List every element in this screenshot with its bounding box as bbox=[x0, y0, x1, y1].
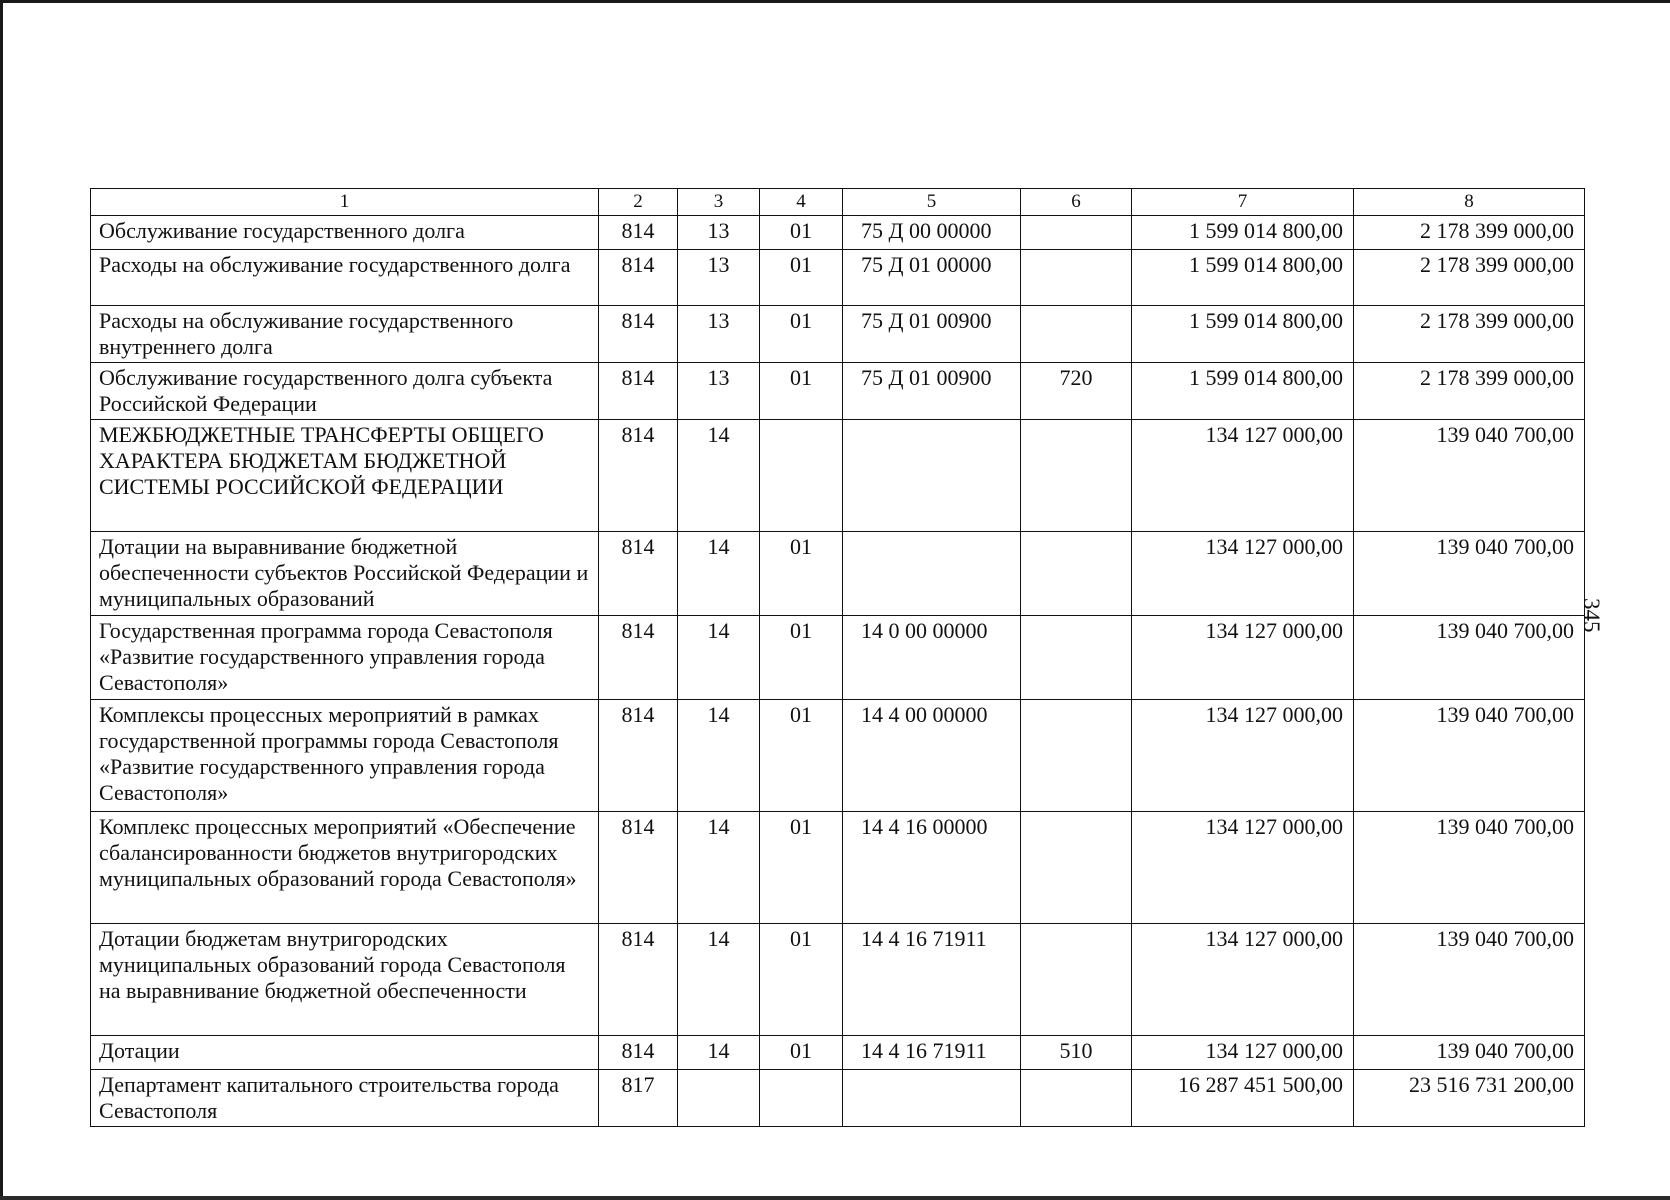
row-name: Обслуживание государственного долга bbox=[91, 216, 599, 250]
cell-type bbox=[1021, 532, 1132, 616]
cell-amount-1: 134 127 000,00 bbox=[1132, 700, 1354, 812]
cell-amount-2: 2 178 399 000,00 bbox=[1354, 306, 1585, 363]
cell-target: 75 Д 01 00000 bbox=[843, 250, 1021, 306]
page-number: 345 bbox=[1579, 598, 1604, 633]
cell-section: 14 bbox=[678, 700, 760, 812]
cell-subsection: 01 bbox=[760, 306, 843, 363]
cell-type bbox=[1021, 1070, 1132, 1127]
cell-subsection: 01 bbox=[760, 812, 843, 924]
scan-edge-top bbox=[0, 0, 1670, 3]
cell-amount-1: 1 599 014 800,00 bbox=[1132, 363, 1354, 420]
cell-subsection: 01 bbox=[760, 700, 843, 812]
cell-amount-2: 2 178 399 000,00 bbox=[1354, 363, 1585, 420]
cell-code: 814 bbox=[599, 420, 678, 532]
row-name: Дотации на выравнивание бюджетной обеспеченности субъектов Российской Федерации и муниципальных образований bbox=[91, 532, 599, 616]
table-row bbox=[91, 216, 1585, 250]
row-name: Дотации bbox=[91, 1036, 599, 1070]
cell-target: 14 4 16 71911 bbox=[843, 924, 1021, 1036]
cell-code: 814 bbox=[599, 924, 678, 1036]
cell-type bbox=[1021, 216, 1132, 250]
table-row bbox=[91, 306, 1585, 363]
cell-code: 814 bbox=[599, 306, 678, 363]
table-row bbox=[91, 812, 1585, 924]
cell-section: 14 bbox=[678, 1036, 760, 1070]
cell-amount-2: 139 040 700,00 bbox=[1354, 924, 1585, 1036]
cell-amount-2: 2 178 399 000,00 bbox=[1354, 216, 1585, 250]
cell-type bbox=[1021, 700, 1132, 812]
cell-type: 720 bbox=[1021, 363, 1132, 420]
cell-target bbox=[843, 420, 1021, 532]
table-row bbox=[91, 700, 1585, 812]
cell-code: 814 bbox=[599, 1036, 678, 1070]
column-header: 7 bbox=[1132, 189, 1354, 216]
cell-amount-1: 134 127 000,00 bbox=[1132, 812, 1354, 924]
cell-amount-2: 139 040 700,00 bbox=[1354, 700, 1585, 812]
cell-amount-1: 1 599 014 800,00 bbox=[1132, 250, 1354, 306]
cell-subsection: 01 bbox=[760, 924, 843, 1036]
cell-section: 14 bbox=[678, 420, 760, 532]
cell-amount-2: 2 178 399 000,00 bbox=[1354, 250, 1585, 306]
cell-section: 13 bbox=[678, 216, 760, 250]
row-name: Расходы на обслуживание государственного внутреннего долга bbox=[91, 306, 599, 363]
cell-section: 14 bbox=[678, 924, 760, 1036]
cell-amount-1: 134 127 000,00 bbox=[1132, 924, 1354, 1036]
cell-target: 75 Д 01 00900 bbox=[843, 306, 1021, 363]
cell-amount-1: 16 287 451 500,00 bbox=[1132, 1070, 1354, 1127]
column-header: 3 bbox=[678, 189, 760, 216]
cell-target bbox=[843, 532, 1021, 616]
cell-target: 14 4 00 00000 bbox=[843, 700, 1021, 812]
cell-amount-2: 139 040 700,00 bbox=[1354, 812, 1585, 924]
table-row bbox=[91, 250, 1585, 306]
cell-type bbox=[1021, 420, 1132, 532]
column-header: 1 bbox=[91, 189, 599, 216]
column-header: 2 bbox=[599, 189, 678, 216]
table-row bbox=[91, 1070, 1585, 1127]
column-header: 4 bbox=[760, 189, 843, 216]
cell-amount-2: 23 516 731 200,00 bbox=[1354, 1070, 1585, 1127]
cell-section: 13 bbox=[678, 363, 760, 420]
table-row bbox=[91, 363, 1585, 420]
column-header: 5 bbox=[843, 189, 1021, 216]
column-header: 8 bbox=[1354, 189, 1585, 216]
cell-type bbox=[1021, 812, 1132, 924]
table-header-row bbox=[91, 189, 1585, 216]
cell-code: 814 bbox=[599, 216, 678, 250]
cell-code: 817 bbox=[599, 1070, 678, 1127]
column-header: 6 bbox=[1021, 189, 1132, 216]
cell-code: 814 bbox=[599, 363, 678, 420]
cell-section: 13 bbox=[678, 306, 760, 363]
table-row bbox=[91, 532, 1585, 616]
row-name: Дотации бюджетам внутригородских муниципальных образований города Севастополя на выравнивание бюджетной обеспеченности bbox=[91, 924, 599, 1036]
cell-subsection: 01 bbox=[760, 616, 843, 700]
budget-table bbox=[90, 188, 1585, 1127]
cell-subsection: 01 bbox=[760, 250, 843, 306]
cell-amount-1: 134 127 000,00 bbox=[1132, 420, 1354, 532]
table-row bbox=[91, 1036, 1585, 1070]
table-row bbox=[91, 924, 1585, 1036]
scan-edge-left bbox=[0, 0, 3, 1200]
cell-code: 814 bbox=[599, 532, 678, 616]
cell-section: 14 bbox=[678, 812, 760, 924]
cell-amount-2: 139 040 700,00 bbox=[1354, 420, 1585, 532]
cell-amount-1: 1 599 014 800,00 bbox=[1132, 216, 1354, 250]
row-name: МЕЖБЮДЖЕТНЫЕ ТРАНСФЕРТЫ ОБЩЕГО ХАРАКТЕРА БЮДЖЕТАМ БЮДЖЕТНОЙ СИСТЕМЫ РОССИЙСКОЙ ФЕДЕРАЦИИ bbox=[91, 420, 599, 532]
row-name: Комплекс процессных мероприятий «Обеспечение сбалансированности бюджетов внутригородских муниципальных образований города Севастополя» bbox=[91, 812, 599, 924]
cell-type bbox=[1021, 924, 1132, 1036]
cell-target: 75 Д 01 00900 bbox=[843, 363, 1021, 420]
scan-edge-bottom bbox=[0, 1196, 1670, 1200]
cell-amount-2: 139 040 700,00 bbox=[1354, 1036, 1585, 1070]
cell-section: 14 bbox=[678, 532, 760, 616]
cell-subsection bbox=[760, 1070, 843, 1127]
cell-code: 814 bbox=[599, 812, 678, 924]
table-row bbox=[91, 616, 1585, 700]
row-name: Обслуживание государственного долга субъекта Российской Федерации bbox=[91, 363, 599, 420]
cell-code: 814 bbox=[599, 616, 678, 700]
cell-type: 510 bbox=[1021, 1036, 1132, 1070]
cell-amount-1: 1 599 014 800,00 bbox=[1132, 306, 1354, 363]
cell-target bbox=[843, 1070, 1021, 1127]
table-row bbox=[91, 420, 1585, 532]
cell-subsection: 01 bbox=[760, 363, 843, 420]
row-name: Комплексы процессных мероприятий в рамках государственной программы города Севастополя «Развитие государственного управления города Севастополя» bbox=[91, 700, 599, 812]
cell-target: 14 4 16 00000 bbox=[843, 812, 1021, 924]
cell-type bbox=[1021, 616, 1132, 700]
row-name: Расходы на обслуживание государственного долга bbox=[91, 250, 599, 306]
cell-target: 14 0 00 00000 bbox=[843, 616, 1021, 700]
row-name: Департамент капитального строительства города Севастополя bbox=[91, 1070, 599, 1127]
cell-amount-1: 134 127 000,00 bbox=[1132, 532, 1354, 616]
row-name: Государственная программа города Севастополя «Развитие государственного управления города Севастополя» bbox=[91, 616, 599, 700]
cell-target: 75 Д 00 00000 bbox=[843, 216, 1021, 250]
cell-subsection: 01 bbox=[760, 532, 843, 616]
cell-amount-1: 134 127 000,00 bbox=[1132, 616, 1354, 700]
cell-subsection bbox=[760, 420, 843, 532]
cell-type bbox=[1021, 306, 1132, 363]
cell-amount-1: 134 127 000,00 bbox=[1132, 1036, 1354, 1070]
cell-subsection: 01 bbox=[760, 1036, 843, 1070]
cell-section bbox=[678, 1070, 760, 1127]
cell-code: 814 bbox=[599, 700, 678, 812]
cell-code: 814 bbox=[599, 250, 678, 306]
cell-section: 14 bbox=[678, 616, 760, 700]
cell-amount-2: 139 040 700,00 bbox=[1354, 532, 1585, 616]
cell-amount-2: 139 040 700,00 bbox=[1354, 616, 1585, 700]
cell-target: 14 4 16 71911 bbox=[843, 1036, 1021, 1070]
cell-subsection: 01 bbox=[760, 216, 843, 250]
cell-section: 13 bbox=[678, 250, 760, 306]
cell-type bbox=[1021, 250, 1132, 306]
